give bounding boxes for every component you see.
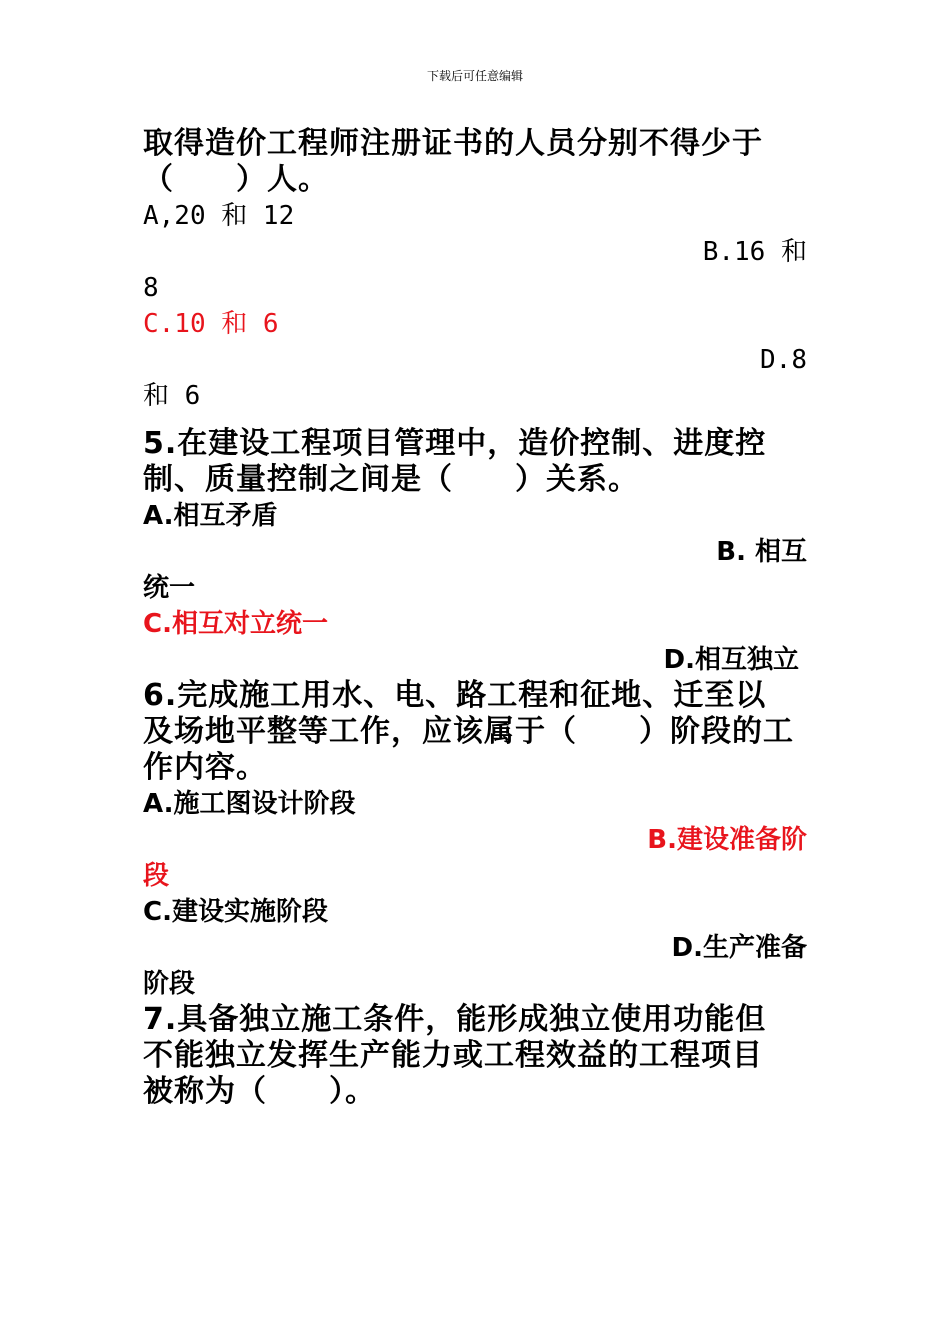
question-5-line-2: 制、质量控制之间是（ ）关系。 <box>143 462 639 497</box>
question-6-line-1: 6.完成施工用水、电、路工程和征地、迁至以 <box>143 678 767 713</box>
question-6-option-a: A.施工图设计阶段 <box>143 789 356 819</box>
question-5-line-1: 5.在建设工程项目管理中，造价控制、进度控 <box>143 426 767 461</box>
question-6-line-3: 作内容。 <box>143 750 267 785</box>
question-4-option-b-wrap: 8 <box>143 273 159 303</box>
question-6-line-2: 及场地平整等工作，应该属于（ ）阶段的工 <box>143 714 794 749</box>
question-4-option-d: D.8 <box>760 345 807 375</box>
question-4-option-a: A,20 和 12 <box>143 201 295 231</box>
question-7-line-2: 不能独立发挥生产能力或工程效益的工程项目 <box>143 1038 763 1073</box>
page-header: 下载后可任意编辑 <box>426 69 523 83</box>
question-5-option-d: D.相互独立 <box>663 645 799 675</box>
question-4-option-c-answer: C.10 和 6 <box>143 309 279 339</box>
question-6-option-b-wrap: 段 <box>143 861 170 891</box>
question-6-option-b-answer: B.建设准备阶 <box>647 825 807 855</box>
document-body <box>143 126 807 1110</box>
question-4-line-2: （ ）人。 <box>143 162 329 197</box>
question-5-option-b-wrap: 统一 <box>143 573 196 603</box>
question-6-option-d-wrap: 阶段 <box>143 969 196 999</box>
question-6-option-d: D.生产准备 <box>671 933 807 963</box>
question-4-option-d-wrap: 和 6 <box>143 381 201 411</box>
question-4-line-1: 取得造价工程师注册证书的人员分别不得少于 <box>143 126 763 161</box>
question-6-option-c: C.建设实施阶段 <box>143 897 328 927</box>
question-4-option-b: B.16 和 <box>702 237 807 267</box>
question-7-line-1: 7.具备独立施工条件，能形成独立使用功能但 <box>143 1002 767 1037</box>
question-7-line-3: 被称为（ ）。 <box>143 1074 376 1109</box>
question-5-option-b: B. 相互 <box>716 537 807 567</box>
question-5-option-c-answer: C.相互对立统一 <box>143 609 328 639</box>
question-5-option-a: A.相互矛盾 <box>143 501 278 531</box>
